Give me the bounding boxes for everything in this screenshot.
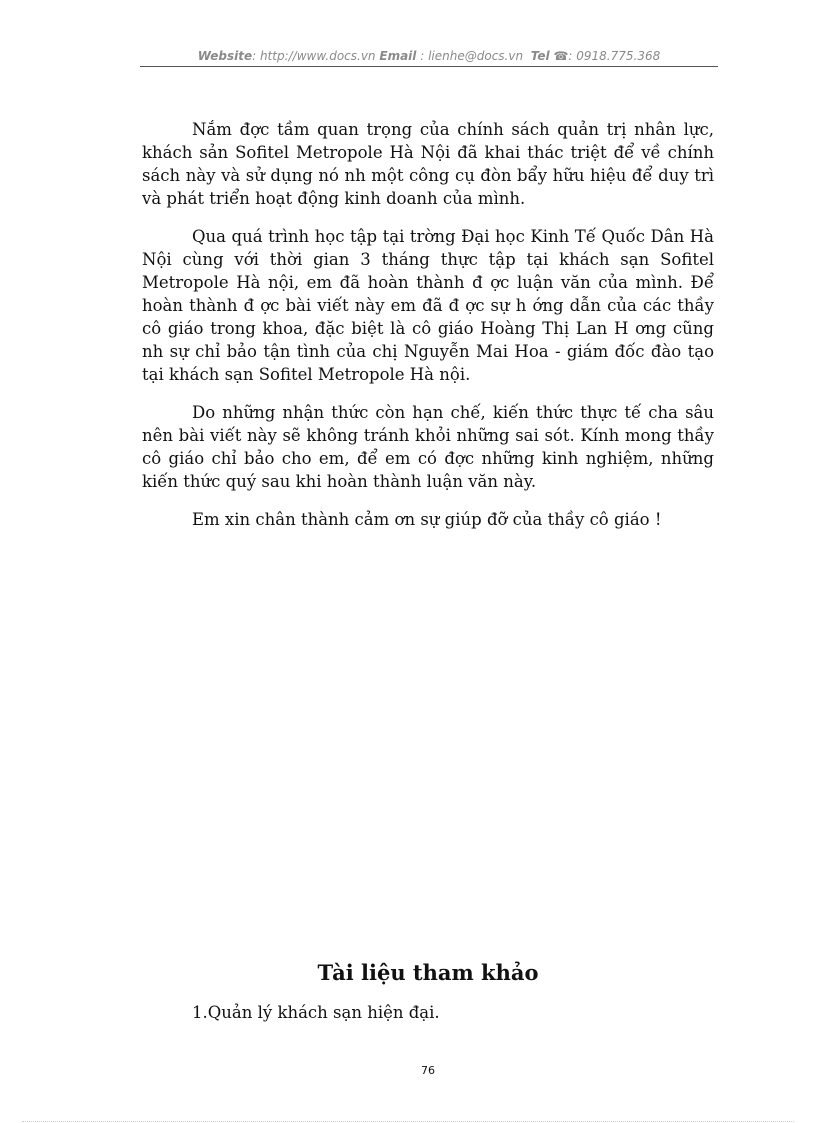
- email-label: Email: [379, 49, 417, 63]
- page-bottom-divider: [22, 1121, 794, 1122]
- references-title: Tài liệu tham khảo: [317, 960, 539, 985]
- reference-item: 1.Quản lý khách sạn hiện đại.: [192, 1003, 440, 1022]
- tel-label: Tel: [530, 49, 550, 63]
- page-number: 76: [421, 1064, 435, 1077]
- email-value: : lienhe@docs.vn: [420, 49, 524, 63]
- website-label: Website: [197, 49, 253, 63]
- paragraph-1: Nắm đợc tầm quan trọng của chính sách quản trị nhân lực, khách sản Sofitel Metropole Hà Nội đã khai thác triệt để về chính sách này và sử dụng nó nh một công cụ đòn bẩy hữu hiệu để duy trì và phát triển hoạt động kinh doanh của mình.: [142, 120, 714, 208]
- header-divider: [140, 66, 718, 67]
- page-header: [140, 46, 718, 66]
- paragraph-4: Em xin chân thành cảm ơn sự giúp đỡ của thầy cô giáo !: [192, 510, 662, 529]
- paragraph-2: Qua quá trình học tập tại trờng Đại học Kinh Tế Quốc Dân Hà Nội cùng với thời gian 3 tháng thực tập tại khách sạn Sofitel Metropole Hà nội, em đã hoàn thành đ ợc luận văn của mình. Để hoàn thành đ ợc bài viết này em đã đ ợc sự h ớng dẫn của các thầy cô giáo trong khoa, đặc biệt là cô giáo Hoàng Thị Lan H ơng cũng nh sự chỉ bảo tận tình của chị Nguyễn Mai Hoa - giám đốc đào tạo tại khách sạn Sofitel Metropole Hà nội.: [142, 227, 714, 384]
- phone-icon: ☎: [553, 49, 569, 63]
- website-value: : http://www.docs.vn: [252, 49, 376, 63]
- tel-value: : 0918.775.368: [568, 49, 661, 63]
- body-text: [142, 118, 714, 546]
- paragraph-3: Do những nhận thức còn hạn chế, kiến thức thực tế cha sâu nên bài viết này sẽ không tránh khỏi những sai sót. Kính mong thầy cô giáo chỉ bảo cho em, để em có đợc những kinh nghiệm, những kiến thức quý sau khi hoàn thành luận văn này.: [142, 403, 714, 491]
